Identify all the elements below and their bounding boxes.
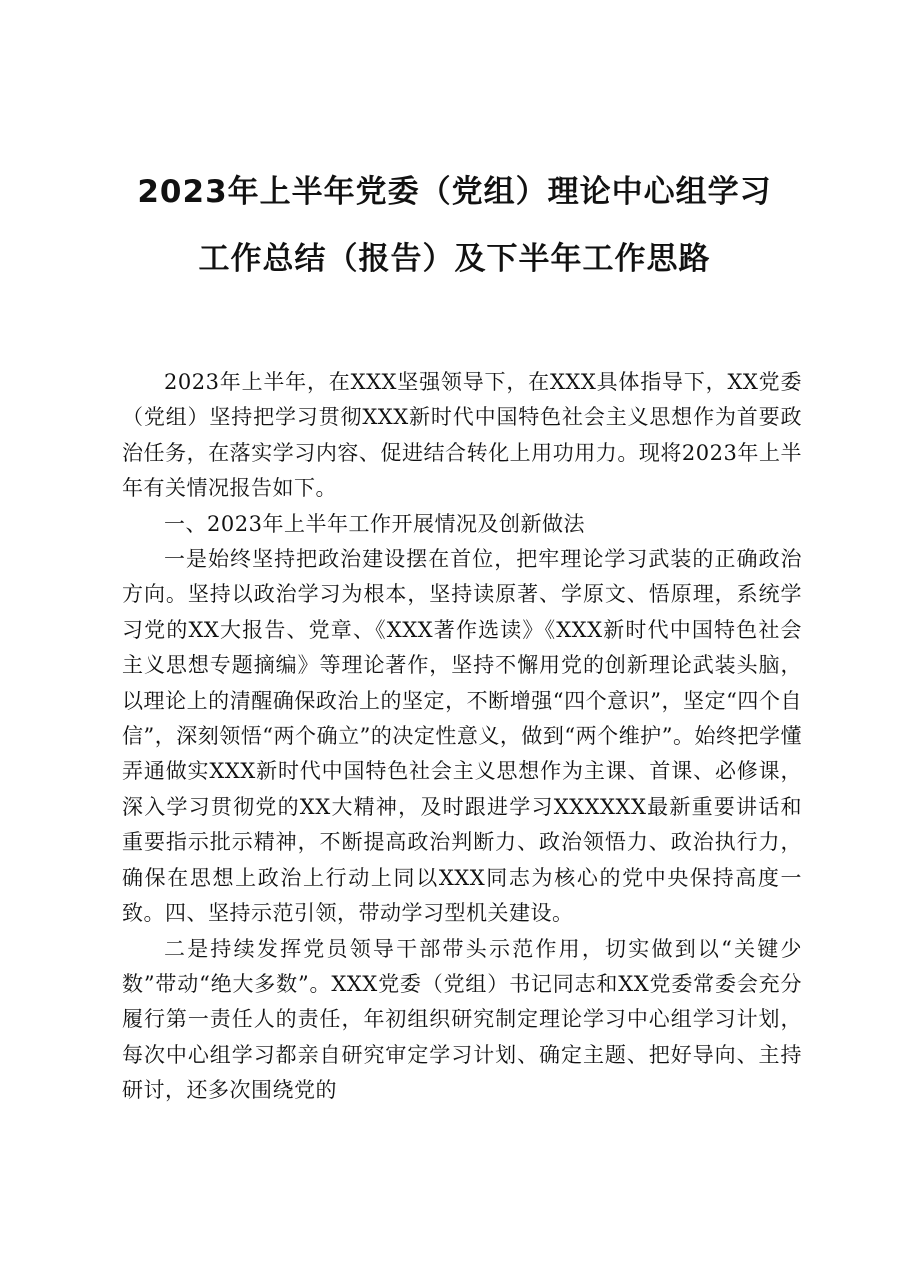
body-paragraph: 一是始终坚持把政治建设摆在首位，把牢理论学习武装的正确政治方向。坚持以政治学习为根本，坚持读原著、学原文、悟原理，系统学习党的XX大报告、党章、《XXX著作选读》《XXX新时代中国特色社会主义思想专题摘编》等理论著作，坚持不懈用党的创新理论武装头脑，以理论上的清醒确保政治上的坚定，不断增强“四个意识”，坚定“四个自信”，深刻领悟“两个确立”的决定性意义，做到“两个维护”。始终把学懂弄通做实XXX新时代中国特色社会主义思想作为主课、首课、必修课，深入学习贯彻党的XX大精神，及时跟进学习XXXXXX最新重要讲话和重要指示批示精神，不断提高政治判断力、政治领悟力、政治执行力，确保在思想上政治上行动上同以XXX同志为核心的党中央保持高度一致。四、坚持示范引领，带动学习型机关建设。: [122, 547, 802, 926]
body-paragraph: 二是持续发挥党员领导干部带头示范作用，切实做到以“关键少数”带动“绝大多数”。XXX党委（党组）书记同志和XX党委常委会充分履行第一责任人的责任，年初组织研究制定理论学习中心组学习计划，每次中心组学习都亲自研究审定学习计划、确定主题、把好导向、主持研讨，还多次围绕党的: [122, 936, 802, 1103]
document-body: [122, 365, 802, 1109]
section-heading: 一、2023年上半年工作开展情况及创新做法: [164, 511, 585, 536]
document-title-line1: 2023年上半年党委（党组）理论中心组学习: [137, 174, 772, 210]
intro-paragraph: 2023年上半年，在XXX坚强领导下，在XXX具体指导下，XX党委（党组）坚持把学习贯彻XXX新时代中国特色社会主义思想作为首要政治任务，在落实学习内容、促进结合转化上用功用力。现将2023年上半年有关情况报告如下。: [122, 370, 802, 501]
document-title-line2: 工作总结（报告）及下半年工作思路: [198, 241, 711, 277]
